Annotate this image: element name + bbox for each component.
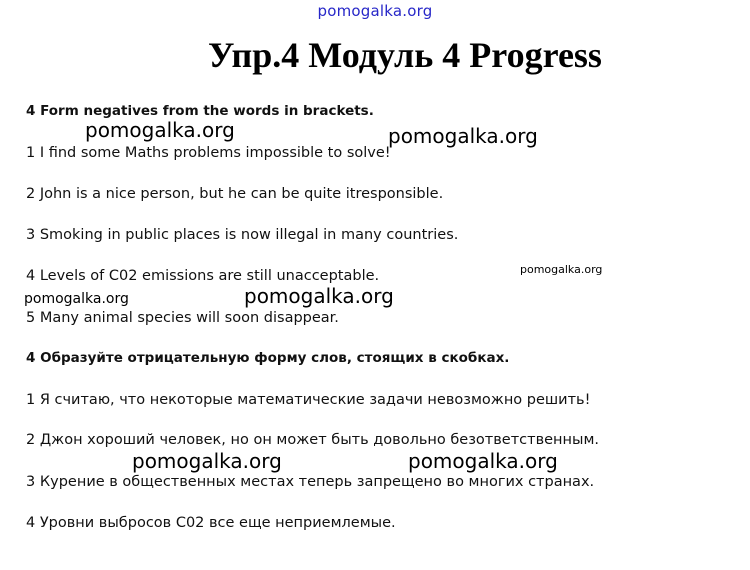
english-item-3: 3 Smoking in public places is now illegal in many countries. xyxy=(26,227,459,243)
russian-item-3: 3 Курение в общественных местах теперь запрещено во многих странах. xyxy=(26,474,595,490)
watermark: pomogalka.org xyxy=(244,284,394,308)
watermark: pomogalka.org xyxy=(24,291,129,307)
russian-item-4: 4 Уровни выбросов C02 все еще неприемлемые. xyxy=(26,515,396,531)
english-item-4: 4 Levels of C02 emissions are still unacceptable. xyxy=(26,268,380,284)
top-watermark[interactable]: pomogalka.org xyxy=(317,2,433,20)
watermark: pomogalka.org xyxy=(85,118,235,142)
watermark: pomogalka.org xyxy=(388,124,538,148)
english-heading: 4 Form negatives from the words in brackets. xyxy=(26,103,374,119)
page-title: Упр.4 Модуль 4 Progress xyxy=(208,35,602,75)
english-item-1: 1 I find some Maths problems impossible to solve! xyxy=(26,145,391,161)
english-item-2: 2 John is a nice person, but he can be quite itresponsible. xyxy=(26,186,444,202)
watermark: pomogalka.org xyxy=(520,263,603,276)
russian-item-1: 1 Я считаю, что некоторые математические задачи невозможно решить! xyxy=(26,392,591,408)
russian-item-2: 2 Джон хороший человек, но он может быть довольно безответственным. xyxy=(26,432,600,448)
russian-heading: 4 Образуйте отрицательную форму слов, стоящих в скобках. xyxy=(26,350,510,366)
watermark: pomogalka.org xyxy=(132,449,282,473)
watermark: pomogalka.org xyxy=(408,449,558,473)
english-item-5: 5 Many animal species will soon disappear. xyxy=(26,310,339,326)
